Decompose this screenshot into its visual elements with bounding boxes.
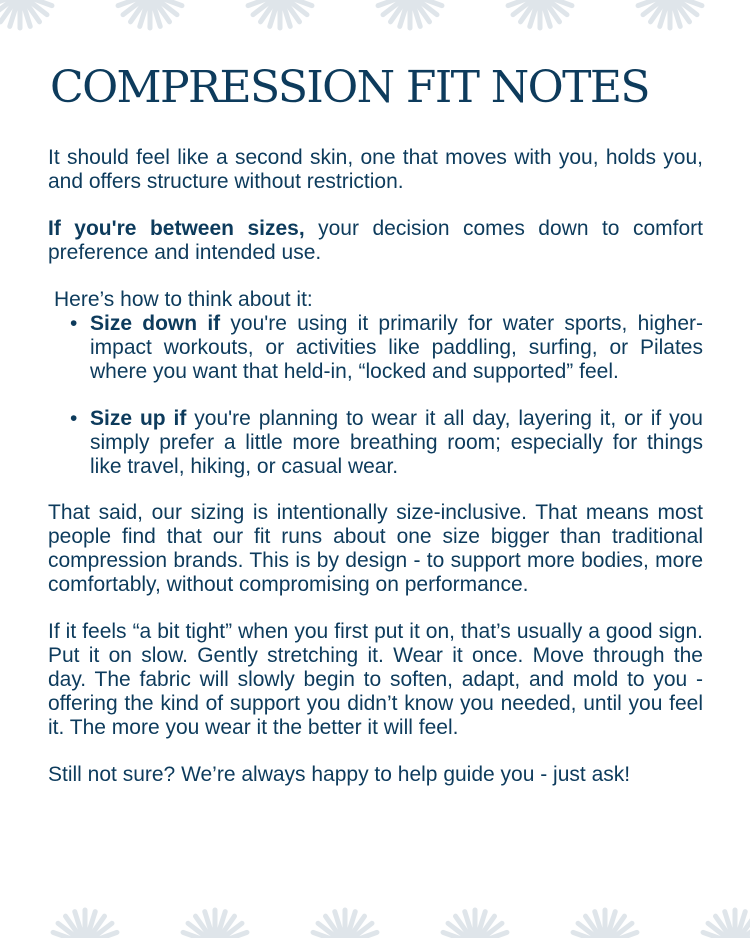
list-item-size-up bbox=[70, 407, 703, 479]
sunburst-fan-icon bbox=[53, 910, 117, 938]
bullet-icon: • bbox=[70, 312, 78, 335]
intro-line: Here’s how to think about it: bbox=[54, 288, 313, 311]
sunburst-fan-icon bbox=[0, 0, 52, 28]
size-inclusive-paragraph: That said, our sizing is intentionally size-inclusive. That means most people find that our fit runs about one size bigger than traditional compression brands. This is by design - to support more bodies, more comfortably, without compromising on performance. bbox=[48, 501, 703, 596]
sunburst-fan-icon bbox=[443, 910, 507, 938]
sunburst-fan-icon bbox=[183, 910, 247, 938]
bullet-icon: • bbox=[70, 407, 78, 430]
bit-tight-paragraph: If it feels “a bit tight” when you first put it on, that’s usually a good sign. Put it on slow. Gently stretching it. Wear it once. Move through the day. The fabric will slowly begin to soften, adapt, and mold to you - offering the kind of support you didn’t know you needed, until you feel it. The more you wear it the better it will feel. bbox=[48, 620, 703, 739]
list-item-size-down bbox=[70, 312, 703, 384]
sunburst-fan-icon bbox=[378, 0, 442, 28]
size-up-bold: Size up if bbox=[90, 407, 187, 430]
size-up-text: you're planning to wear it all day, layering it, or if you simply prefer a little more breathing room; especially for things like travel, hiking, or casual wear. bbox=[90, 407, 703, 478]
between-sizes-text: your decision comes down to comfort preference and intended use. bbox=[48, 217, 703, 264]
sunburst-fan-icon bbox=[638, 0, 702, 28]
size-down-text: you're using it primarily for water sports, higher-impact workouts, or activities like paddling, surfing, or Pilates where you want that held-in, “locked and supported” feel. bbox=[90, 312, 703, 383]
sunburst-fan-icon bbox=[703, 910, 750, 938]
closing-line: Still not sure? We’re always happy to help guide you - just ask! bbox=[48, 763, 631, 786]
sunburst-fan-icon bbox=[573, 910, 637, 938]
sunburst-fan-icon bbox=[508, 0, 572, 28]
sizing-bullet-list bbox=[48, 312, 703, 479]
top-sunburst-border bbox=[0, 0, 750, 40]
second-skin-paragraph: It should feel like a second skin, one that moves with you, holds you, and offers structure without restriction. bbox=[48, 146, 703, 193]
fit-notes-content bbox=[48, 56, 703, 810]
page-title: COMPRESSION FIT NOTES bbox=[50, 62, 649, 113]
between-sizes-bold: If you're between sizes, bbox=[48, 217, 305, 240]
sunburst-fan-icon bbox=[313, 910, 377, 938]
sunburst-fan-icon bbox=[118, 0, 182, 28]
size-down-bold: Size down if bbox=[90, 312, 221, 335]
bottom-sunburst-border bbox=[0, 898, 750, 938]
between-sizes-paragraph bbox=[48, 217, 703, 265]
sunburst-fan-icon bbox=[248, 0, 312, 28]
